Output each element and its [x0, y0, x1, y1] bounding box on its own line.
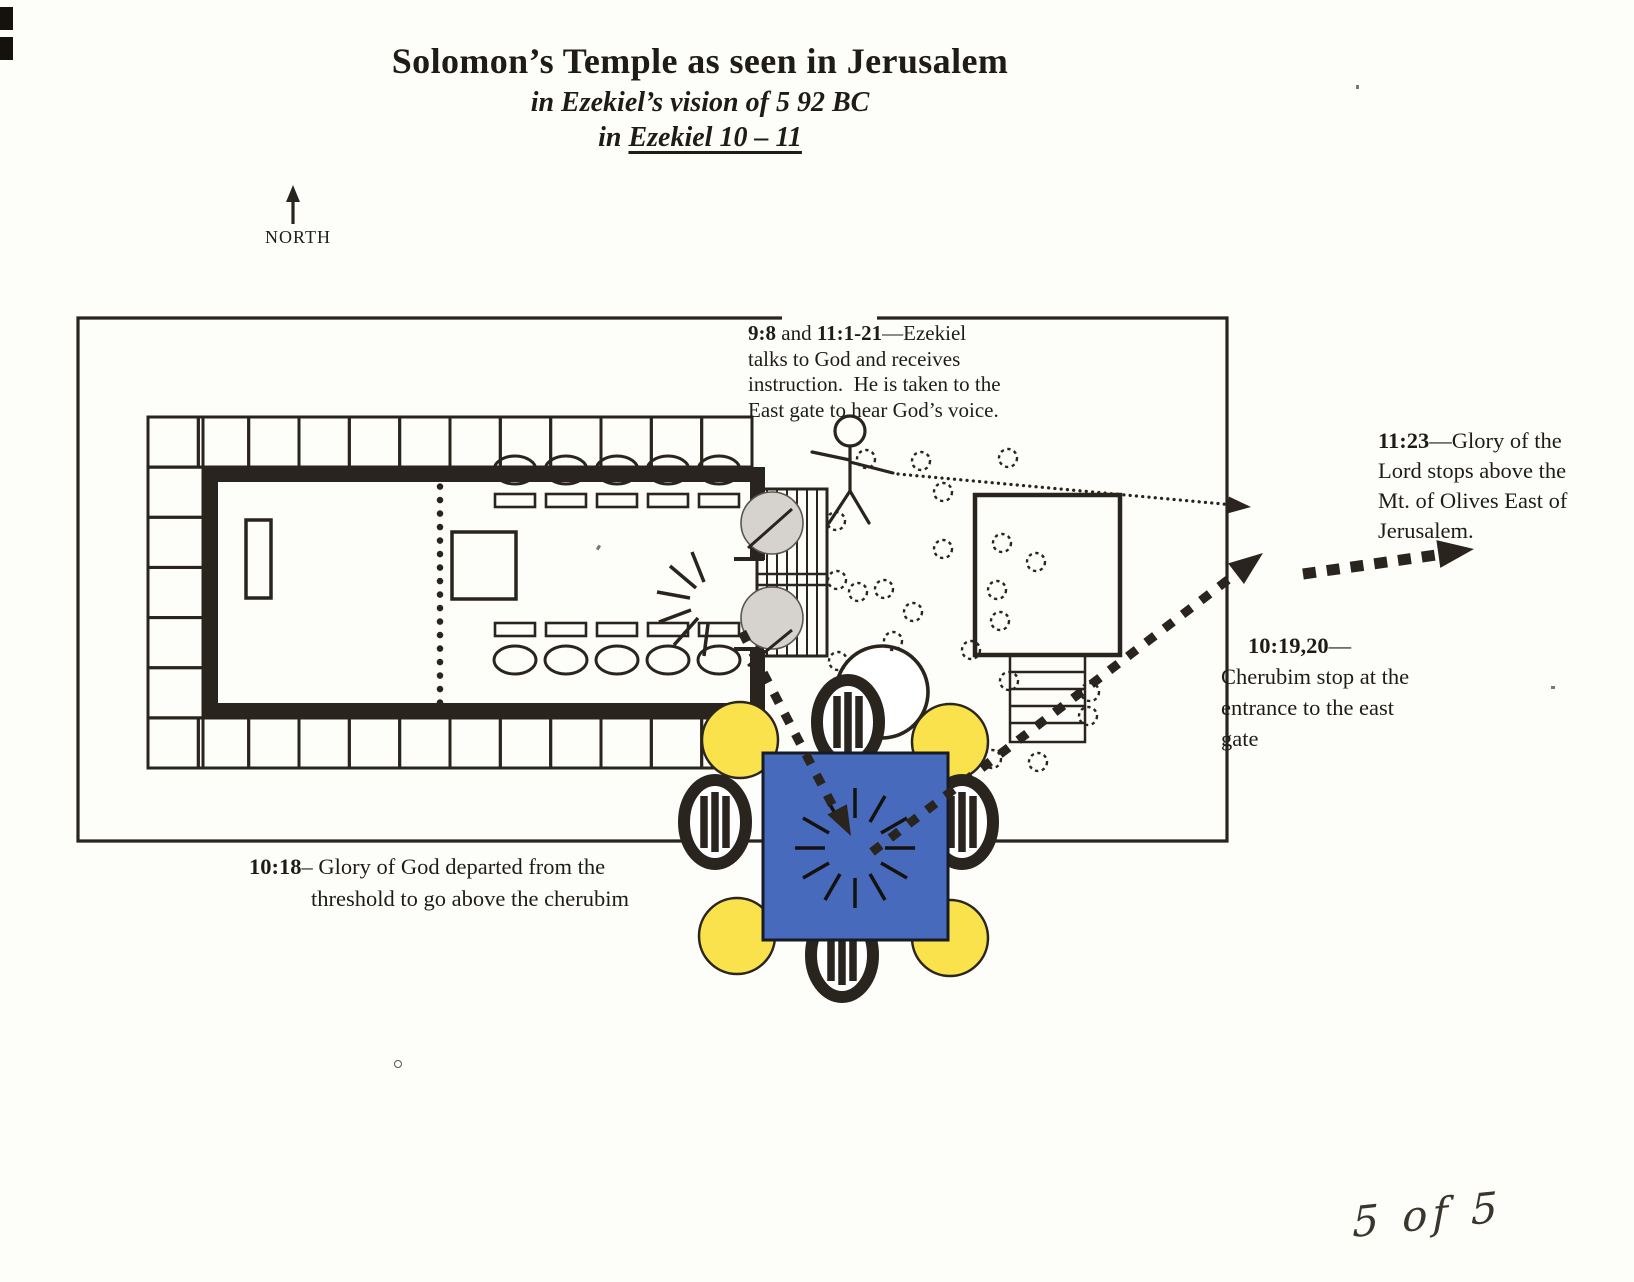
chamber-cell	[500, 417, 550, 467]
side-chambers-north	[148, 417, 752, 467]
chamber-cell	[601, 417, 651, 467]
chamber-cell	[148, 417, 203, 467]
chamber-cell	[148, 417, 198, 467]
verse-ref: 11:1-21	[816, 321, 883, 345]
page-subtitle: in Ezekiel’s vision of 5 92 BC	[530, 87, 870, 118]
verse-ref: 10:18	[249, 854, 302, 879]
chamber-cell	[651, 718, 701, 768]
chamber-cell	[148, 668, 203, 718]
side-chambers-south	[148, 718, 752, 768]
annotation-ezekiel-talks: 9:8 and 11:1-21—Ezekiel talks to God and receives instruction. He is taken to the East gate to hear God’s voice.	[748, 321, 1001, 422]
chamber-cell	[148, 567, 203, 617]
chamber-cell	[148, 718, 203, 768]
chamber-cell	[148, 467, 203, 517]
verse-ref: 11:23	[1378, 428, 1430, 453]
chamber-cell	[551, 718, 601, 768]
scan-artifact-bar	[0, 7, 13, 30]
chamber-cell	[148, 517, 203, 567]
chamber-cell	[249, 417, 299, 467]
scan-speck	[394, 1060, 402, 1068]
side-chambers-west	[148, 417, 203, 768]
chamber-cell	[299, 718, 349, 768]
temple-main-wall	[211, 475, 758, 711]
chamber-cell	[198, 718, 248, 768]
verse-ref: 9:8	[748, 321, 776, 345]
annotation-cherubim-stop-gate: 10:19,20— Cherubim stop at the entrance to the east gate	[1221, 633, 1410, 751]
east-gate-building	[975, 495, 1120, 655]
chamber-cell	[349, 718, 399, 768]
chamber-cell	[400, 417, 450, 467]
page-title: Solomon’s Temple as seen in Jerusalem	[391, 41, 1009, 81]
chamber-cell	[450, 417, 500, 467]
chamber-cell	[148, 618, 203, 668]
diagram-title-block	[170, 40, 1230, 154]
north-label: NORTH	[265, 227, 331, 247]
page-number-handwritten: 5 of 5	[1352, 1181, 1503, 1248]
ark-of-covenant	[246, 520, 271, 598]
chamber-cell	[198, 417, 248, 467]
north-arrow-icon	[286, 185, 300, 224]
scan-speck	[1356, 85, 1359, 89]
chamber-cell	[601, 718, 651, 768]
scripture-reference: in Ezekiel 10 – 11	[598, 122, 802, 153]
chamber-cell	[249, 718, 299, 768]
chamber-cell	[551, 417, 601, 467]
ezekiel-stick-figure	[812, 416, 893, 523]
scan-speck	[1551, 686, 1555, 689]
scan-artifact-bar	[0, 37, 13, 60]
chamber-cell	[702, 417, 752, 467]
chamber-cell	[450, 718, 500, 768]
arrow-cherubim-to-east-gate	[872, 543, 1271, 852]
north-tables-row	[495, 494, 739, 507]
annotation-glory-departed-threshold: 10:18– Glory of God departed from the threshold to go above the cherubim	[249, 854, 630, 911]
chamber-cell	[349, 417, 399, 467]
cherub-wheel-top	[817, 680, 879, 764]
incense-altar	[452, 532, 516, 599]
verse-ref: 10:19,20	[1248, 633, 1329, 658]
chamber-cell	[299, 417, 349, 467]
chamber-cell	[651, 417, 701, 467]
chamber-cell	[500, 718, 550, 768]
chamber-cell	[148, 718, 198, 768]
glory-cloud-blue-square	[763, 753, 948, 940]
chamber-cell	[400, 718, 450, 768]
annotation-glory-stops-olives: 11:23—Glory of the Lord stops above the Mt. of Olives East of Jerusalem.	[1378, 428, 1568, 543]
underlined-reference: Ezekiel 10 – 11	[628, 122, 802, 153]
south-tables-row	[495, 623, 739, 636]
